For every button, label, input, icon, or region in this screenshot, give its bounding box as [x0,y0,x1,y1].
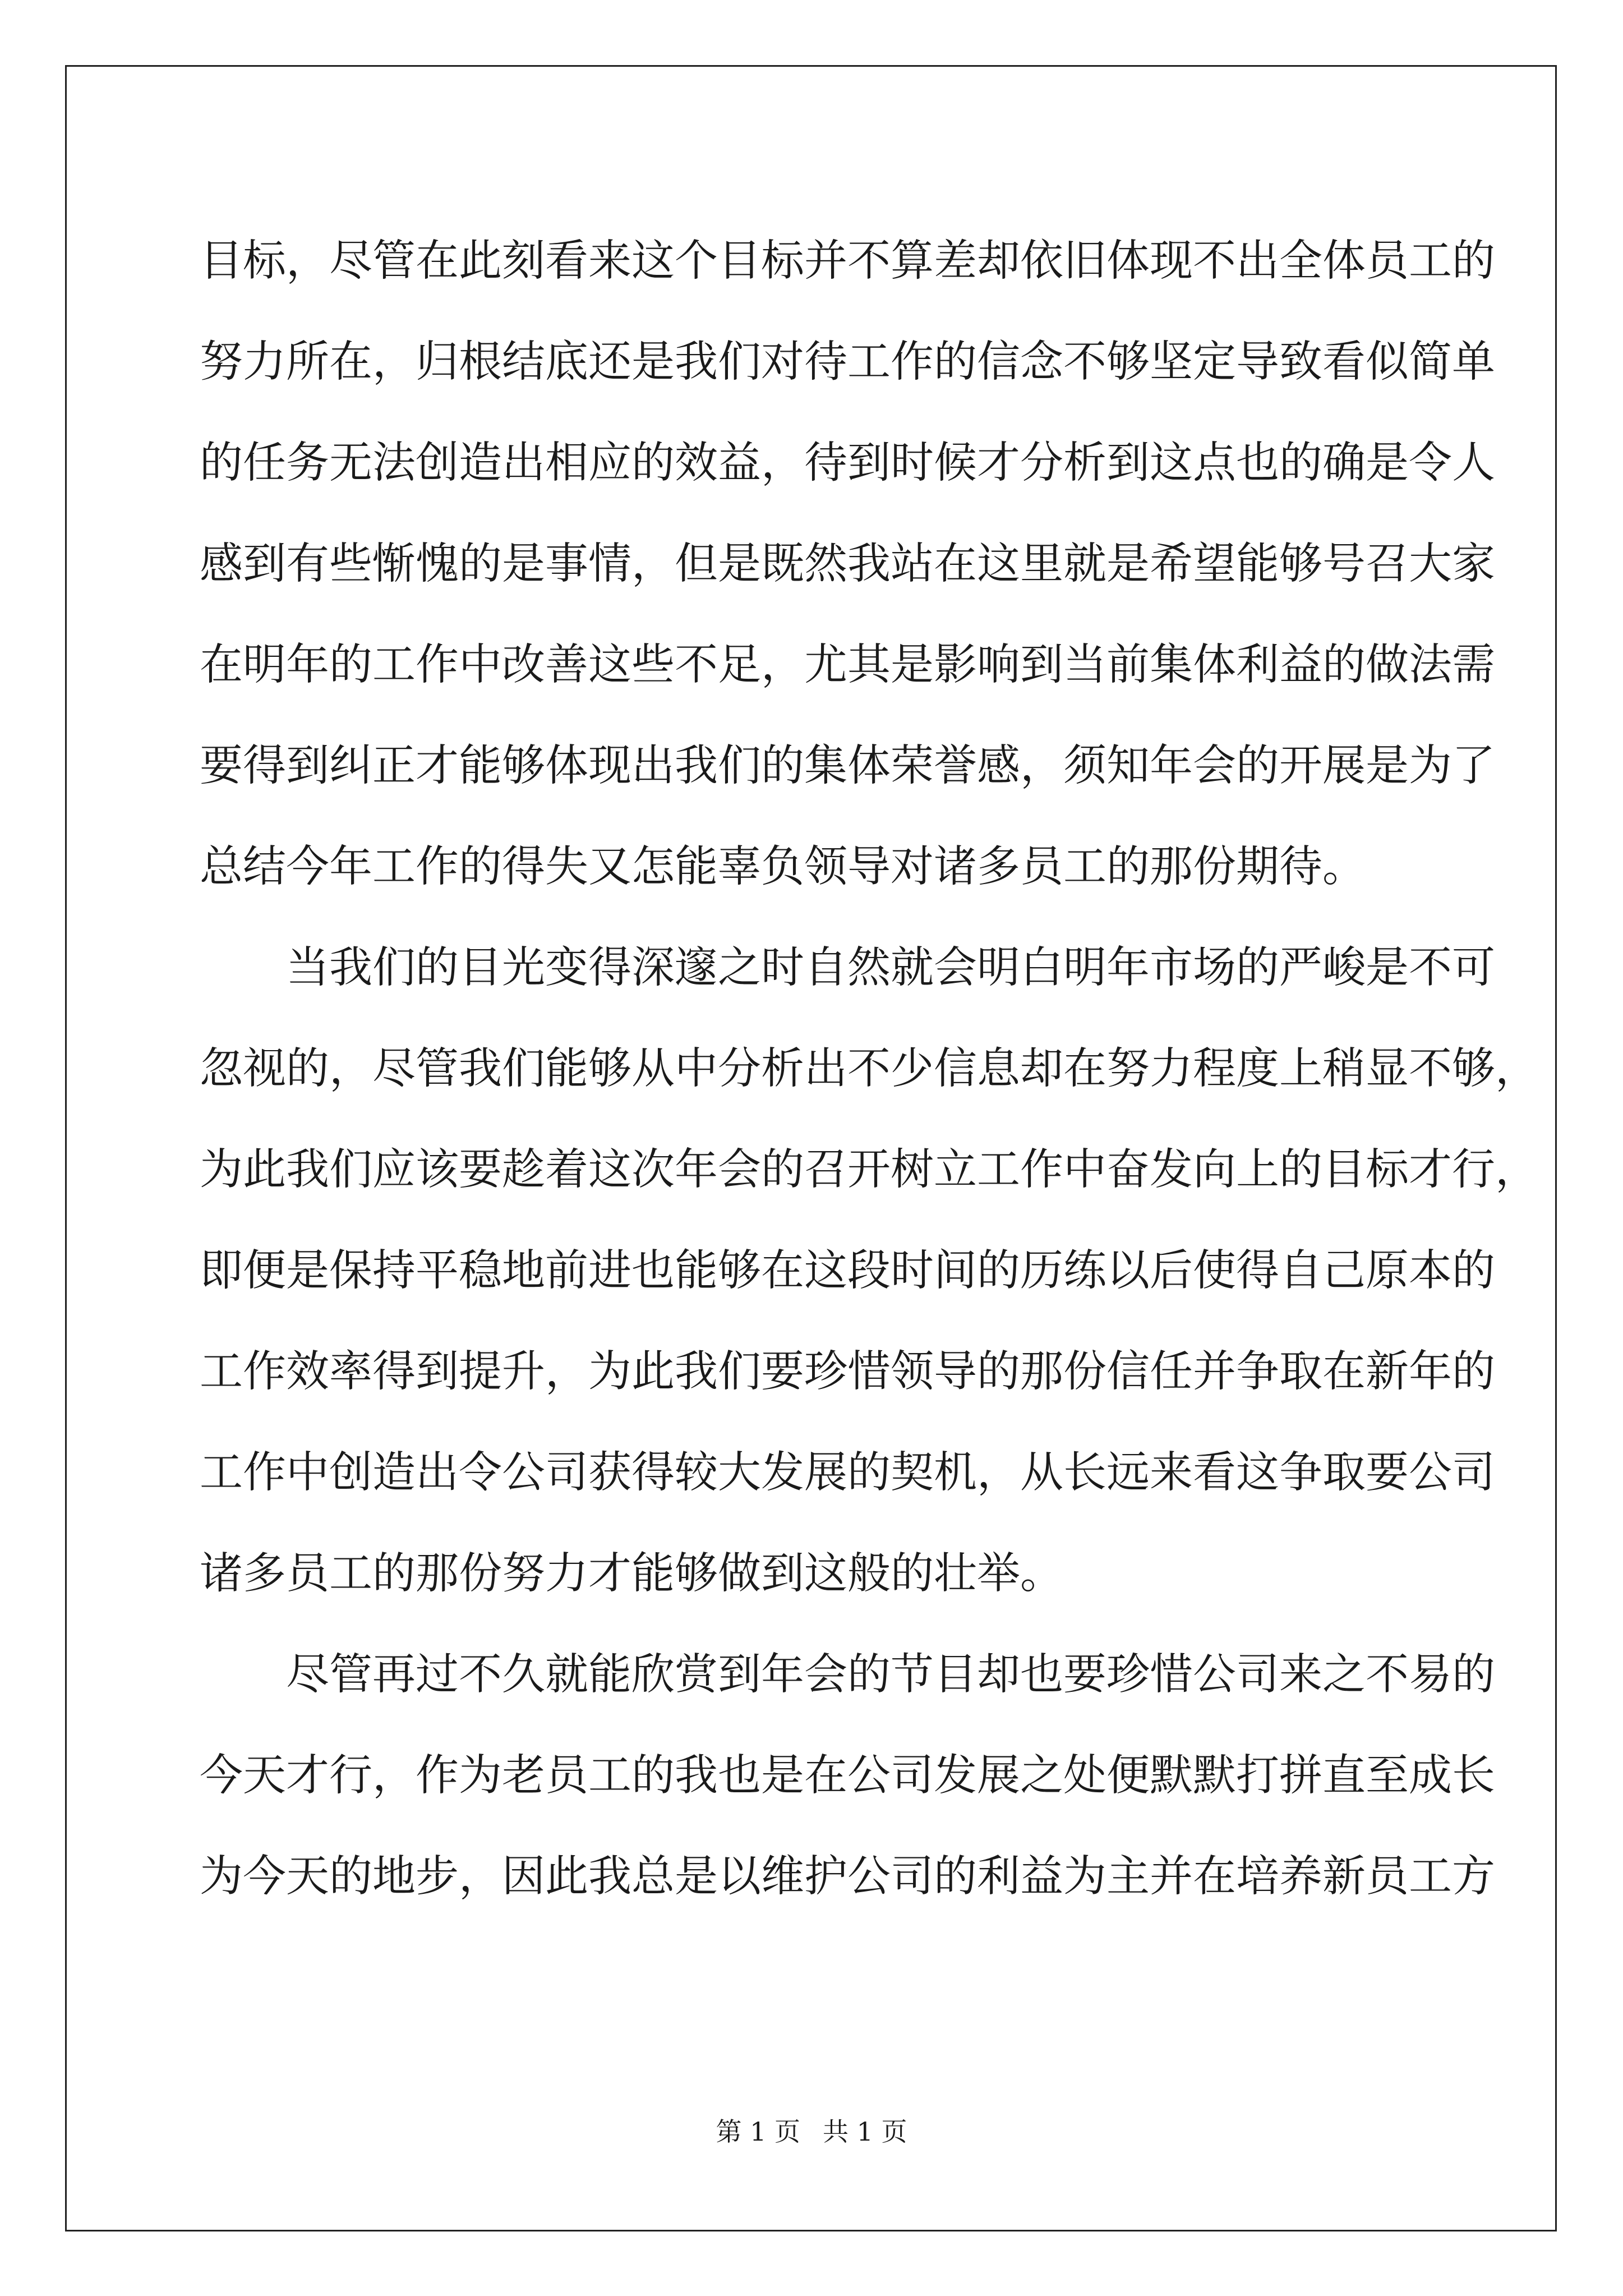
text-line-8: 当我们的目光变得深邃之时自然就会明白明年市场的严峻是不可 [286,943,1495,993]
text-line-4: 感到有些惭愧的是事情，但是既然我站在这里就是希望能够号召大家 [200,539,1495,589]
page-number: 第 1 页 [716,2116,800,2147]
text-line-11: 即便是保持平稳地前进也能够在这段时间的历练以后使得自己原本的 [200,1246,1495,1296]
text-line-5: 在明年的工作中改善这些不足，尤其是影响到当前集体利益的做法需 [200,640,1495,690]
text-line-16: 今天才行，作为老员工的我也是在公司发展之处便默默打拼直至成长 [200,1751,1495,1801]
page-footer [0,2115,1623,2148]
text-line-10: 为此我们应该要趁着这次年会的召开树立工作中奋发向上的目标才行， [200,1145,1538,1195]
text-line-14: 诸多员工的那份努力才能够做到这般的壮举。 [200,1549,1063,1599]
text-line-3: 的任务无法创造出相应的效益，待到时候才分析到这点也的确是令人 [200,438,1495,488]
text-line-7: 总结今年工作的得失又怎能辜负领导对诸多员工的那份期待。 [200,842,1366,892]
document-body [200,211,1538,1927]
text-line-2: 努力所在，归根结底还是我们对待工作的信念不够坚定导致看似简单 [200,337,1495,387]
text-line-1: 目标，尽管在此刻看来这个目标并不算差却依旧体现不出全体员工的 [200,236,1495,286]
text-line-13: 工作中创造出令公司获得较大发展的契机，从长远来看这争取要公司 [200,1448,1495,1498]
text-line-6: 要得到纠正才能够体现出我们的集体荣誉感，须知年会的开展是为了 [200,741,1495,791]
text-line-12: 工作效率得到提升，为此我们要珍惜领导的那份信任并争取在新年的 [200,1347,1495,1397]
text-line-15: 尽管再过不久就能欣赏到年会的节目却也要珍惜公司来之不易的 [286,1650,1495,1700]
text-line-17: 为今天的地步，因此我总是以维护公司的利益为主并在培养新员工方 [200,1852,1495,1902]
text-line-9: 忽视的，尽管我们能够从中分析出不少信息却在努力程度上稍显不够， [200,1044,1538,1094]
page-total: 共 1 页 [823,2116,907,2147]
